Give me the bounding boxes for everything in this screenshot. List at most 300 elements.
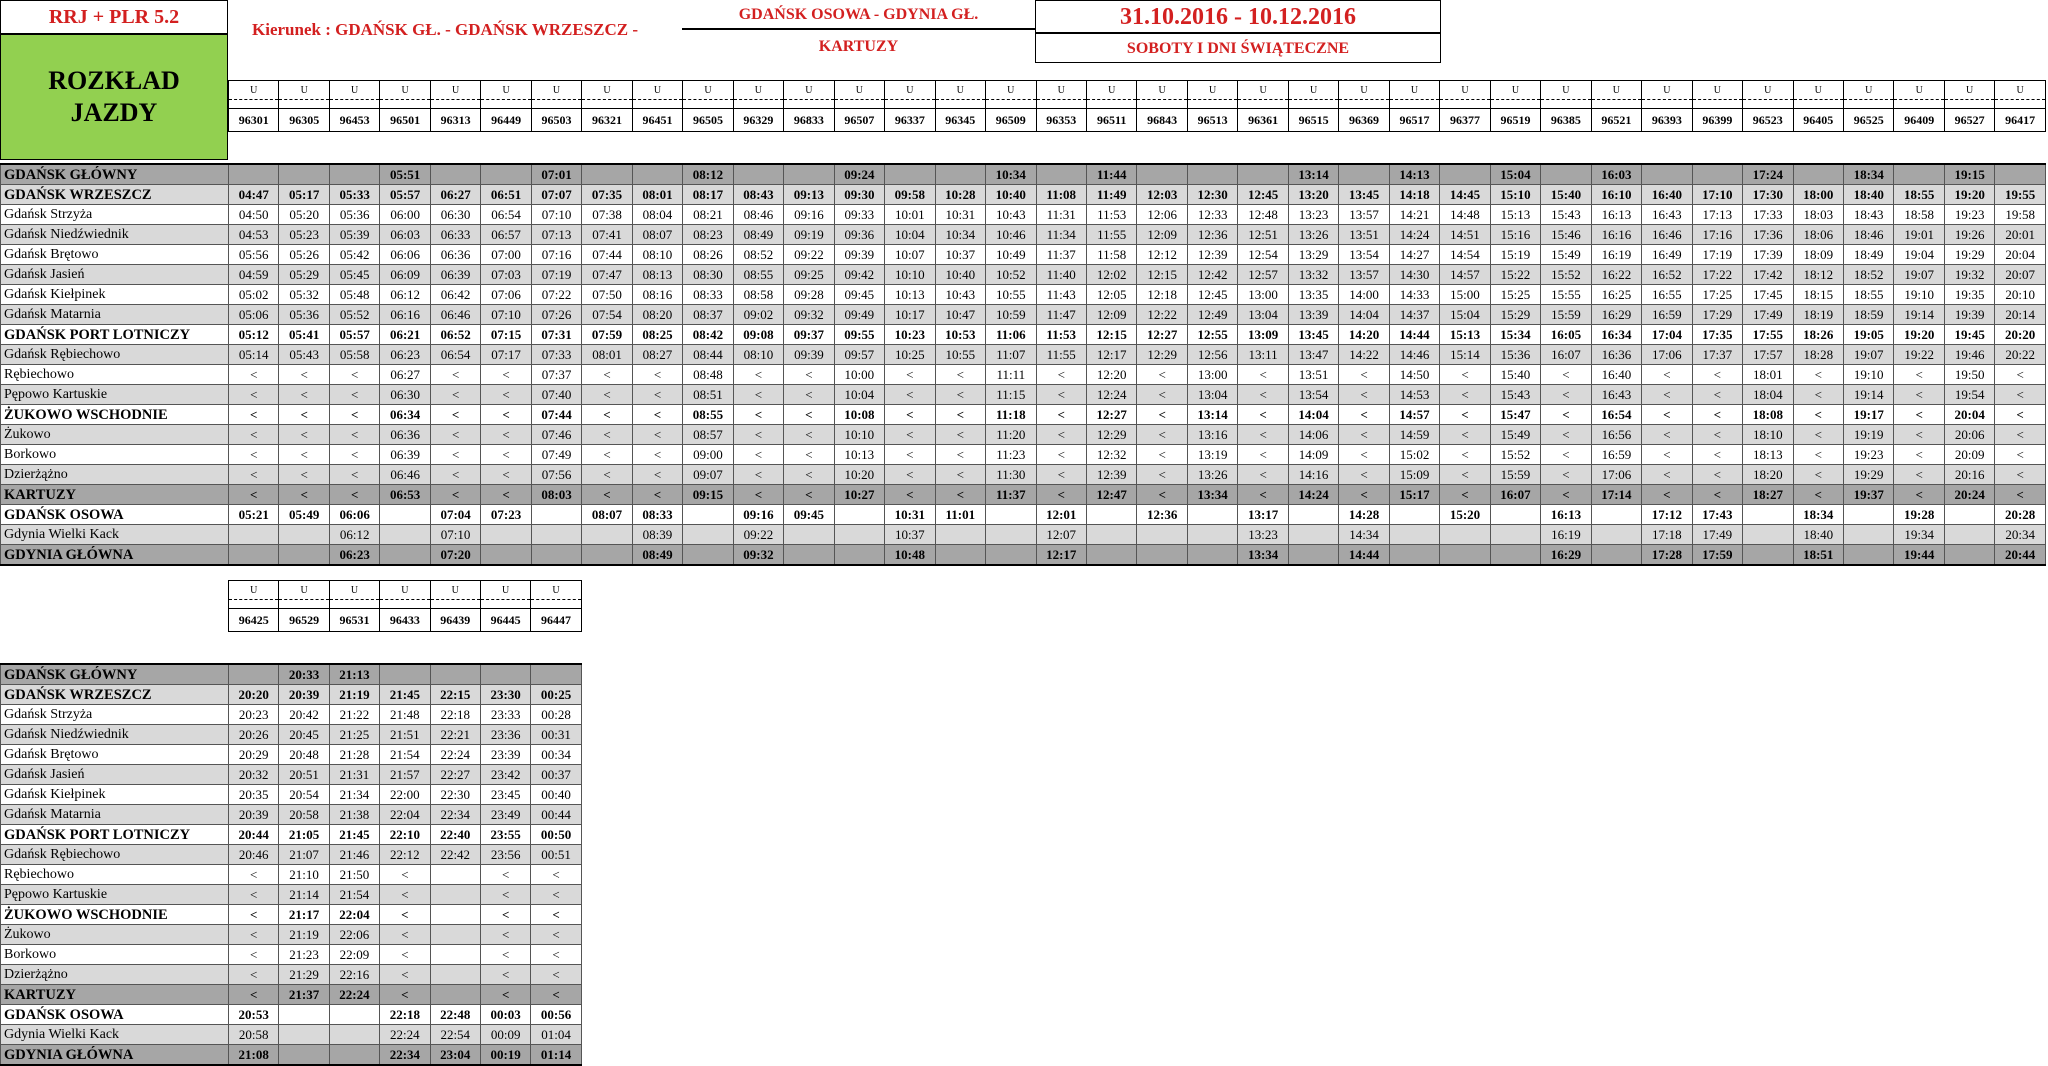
departure-time: 10:53 bbox=[935, 325, 985, 345]
train-number: 96529 bbox=[279, 609, 329, 632]
departure-time: 19:29 bbox=[1944, 245, 1994, 265]
departure-time: 14:22 bbox=[1339, 345, 1389, 365]
departure-time: 11:08 bbox=[1036, 185, 1086, 205]
departure-time: 10:59 bbox=[986, 305, 1036, 325]
departure-time: 19:17 bbox=[1844, 405, 1894, 425]
departure-time: 18:34 bbox=[1793, 505, 1843, 525]
departure-time bbox=[1844, 525, 1894, 545]
header-spacer bbox=[1844, 100, 1894, 109]
departure-time: 14:53 bbox=[1389, 385, 1439, 405]
departure-time: 18:12 bbox=[1793, 265, 1843, 285]
departure-time: 06:33 bbox=[430, 225, 480, 245]
departure-time: 08:43 bbox=[733, 185, 783, 205]
departure-time: 17:45 bbox=[1743, 285, 1793, 305]
departure-time: 17:19 bbox=[1692, 245, 1742, 265]
departure-time bbox=[1288, 545, 1338, 566]
departure-time: 08:03 bbox=[531, 485, 581, 505]
departure-time: 18:10 bbox=[1743, 425, 1793, 445]
departure-time: < bbox=[380, 985, 430, 1005]
departure-time: 12:15 bbox=[1137, 265, 1187, 285]
departure-time: < bbox=[1440, 405, 1490, 425]
departure-time: 10:13 bbox=[885, 285, 935, 305]
header-spacer bbox=[1995, 100, 2045, 109]
departure-time: 12:05 bbox=[1086, 285, 1136, 305]
departure-time: 12:24 bbox=[1086, 385, 1136, 405]
service-day-code: U bbox=[279, 81, 329, 100]
departure-time: 07:49 bbox=[531, 445, 581, 465]
header-spacer bbox=[582, 100, 632, 109]
station-name: Gdynia Wielki Kack bbox=[1, 1025, 229, 1045]
departure-time: 16:29 bbox=[1541, 545, 1591, 566]
direction-prefix: Kierunek : GDAŃSK GŁ. - GDAŃSK WRZESZCZ - bbox=[252, 20, 639, 39]
departure-time: 14:44 bbox=[1339, 545, 1389, 566]
departure-time: 22:40 bbox=[430, 825, 480, 845]
departure-time: 09:37 bbox=[784, 325, 834, 345]
service-day-code: U bbox=[380, 581, 430, 600]
service-day-code: U bbox=[986, 81, 1036, 100]
departure-time: 20:42 bbox=[279, 705, 329, 725]
train-number: 96445 bbox=[480, 609, 530, 632]
departure-time: 22:10 bbox=[380, 825, 430, 845]
departure-time: 16:49 bbox=[1642, 245, 1692, 265]
departure-time: < bbox=[935, 385, 985, 405]
station-row bbox=[1, 505, 2046, 525]
departure-time: 20:14 bbox=[1995, 305, 2045, 325]
departure-time: 00:03 bbox=[480, 1005, 530, 1025]
departure-time: < bbox=[430, 445, 480, 465]
departure-time: < bbox=[582, 465, 632, 485]
departure-time: 05:20 bbox=[279, 205, 329, 225]
departure-time bbox=[229, 164, 279, 185]
departure-time: 06:39 bbox=[380, 445, 430, 465]
departure-time: 07:07 bbox=[531, 185, 581, 205]
departure-time: 23:36 bbox=[480, 725, 530, 745]
departure-time: 05:14 bbox=[229, 345, 279, 365]
departure-time: 05:29 bbox=[279, 265, 329, 285]
departure-time: 15:40 bbox=[1541, 185, 1591, 205]
service-day-code: U bbox=[1288, 81, 1338, 100]
departure-time bbox=[1793, 164, 1843, 185]
station-name: Dzierżążno bbox=[1, 465, 229, 485]
departure-time: 09:39 bbox=[834, 245, 884, 265]
departure-time: 09:49 bbox=[834, 305, 884, 325]
departure-time: 21:54 bbox=[380, 745, 430, 765]
departure-time bbox=[1137, 545, 1187, 566]
departure-time: 20:23 bbox=[229, 705, 279, 725]
departure-time: 10:13 bbox=[834, 445, 884, 465]
header-spacer bbox=[329, 600, 379, 609]
departure-time: 05:57 bbox=[329, 325, 379, 345]
header-spacer bbox=[430, 100, 480, 109]
departure-time: 10:25 bbox=[885, 345, 935, 365]
departure-time: 08:39 bbox=[632, 525, 682, 545]
header-spacer bbox=[683, 100, 733, 109]
departure-time: 13:11 bbox=[1238, 345, 1288, 365]
departure-time: 17:59 bbox=[1692, 545, 1742, 566]
departure-time: 08:49 bbox=[632, 545, 682, 566]
departure-time: 12:36 bbox=[1187, 225, 1237, 245]
departure-time: 05:32 bbox=[279, 285, 329, 305]
departure-time: < bbox=[1995, 385, 2045, 405]
departure-time: 06:06 bbox=[380, 245, 430, 265]
departure-time: < bbox=[481, 385, 531, 405]
departure-time bbox=[380, 525, 430, 545]
departure-time: 07:15 bbox=[481, 325, 531, 345]
departure-time: 07:10 bbox=[430, 525, 480, 545]
departure-time: 15:14 bbox=[1440, 345, 1490, 365]
departure-time bbox=[1490, 505, 1540, 525]
departure-time: 09:45 bbox=[834, 285, 884, 305]
departure-time: 17:42 bbox=[1743, 265, 1793, 285]
service-day-code: U bbox=[1490, 81, 1540, 100]
departure-time: 17:35 bbox=[1692, 325, 1742, 345]
departure-time: 06:42 bbox=[430, 285, 480, 305]
departure-time: 09:45 bbox=[784, 505, 834, 525]
service-day-code: U bbox=[1389, 81, 1439, 100]
departure-time: 08:51 bbox=[683, 385, 733, 405]
departure-time: 14:34 bbox=[1339, 525, 1389, 545]
departure-time: 16:52 bbox=[1642, 265, 1692, 285]
service-day-code: U bbox=[430, 81, 480, 100]
departure-time: 12:55 bbox=[1187, 325, 1237, 345]
departure-time: 12:20 bbox=[1086, 365, 1136, 385]
departure-time: < bbox=[1692, 445, 1742, 465]
departure-time: 17:06 bbox=[1642, 345, 1692, 365]
departure-time: < bbox=[885, 385, 935, 405]
departure-time: < bbox=[1036, 425, 1086, 445]
departure-time: < bbox=[279, 485, 329, 505]
departure-time: 12:09 bbox=[1086, 305, 1136, 325]
departure-time: 11:06 bbox=[986, 325, 1036, 345]
departure-time: 19:58 bbox=[1995, 205, 2045, 225]
departure-time bbox=[582, 164, 632, 185]
departure-time bbox=[1844, 545, 1894, 566]
departure-time: 20:58 bbox=[279, 805, 329, 825]
station-row bbox=[1, 945, 582, 965]
departure-time bbox=[683, 525, 733, 545]
departure-time: 19:07 bbox=[1894, 265, 1944, 285]
departure-time: < bbox=[935, 465, 985, 485]
departure-time bbox=[935, 525, 985, 545]
departure-time: 05:36 bbox=[329, 205, 379, 225]
departure-time: 19:29 bbox=[1844, 465, 1894, 485]
validity-dates: 31.10.2016 - 10.12.2016 bbox=[1035, 0, 1441, 33]
departure-time: 16:05 bbox=[1541, 325, 1591, 345]
departure-time: < bbox=[1793, 365, 1843, 385]
station-row bbox=[1, 1005, 582, 1025]
departure-time: < bbox=[430, 465, 480, 485]
departure-time: 13:34 bbox=[1238, 545, 1288, 566]
departure-time: 15:29 bbox=[1490, 305, 1540, 325]
departure-time: 21:46 bbox=[329, 845, 379, 865]
train-number: 96393 bbox=[1642, 109, 1692, 132]
departure-time: 12:47 bbox=[1086, 485, 1136, 505]
train-number: 96377 bbox=[1440, 109, 1490, 132]
departure-time: 10:52 bbox=[986, 265, 1036, 285]
departure-time: 10:48 bbox=[885, 545, 935, 566]
service-days: SOBOTY I DNI ŚWIĄTECZNE bbox=[1035, 33, 1441, 63]
departure-time: 16:13 bbox=[1541, 505, 1591, 525]
departure-time bbox=[1743, 545, 1793, 566]
train-number: 96301 bbox=[229, 109, 279, 132]
departure-time: 21:22 bbox=[329, 705, 379, 725]
departure-time bbox=[481, 164, 531, 185]
station-row bbox=[1, 445, 2046, 465]
departure-time bbox=[229, 545, 279, 566]
departure-time: < bbox=[481, 405, 531, 425]
departure-time: 00:34 bbox=[531, 745, 581, 765]
departure-time: 20:24 bbox=[1944, 485, 1994, 505]
station-row bbox=[1, 705, 582, 725]
departure-time bbox=[430, 865, 480, 885]
departure-time: 06:16 bbox=[380, 305, 430, 325]
departure-time: 13:26 bbox=[1187, 465, 1237, 485]
departure-time: 21:05 bbox=[279, 825, 329, 845]
header-spacer bbox=[986, 100, 1036, 109]
departure-time bbox=[1389, 505, 1439, 525]
departure-time bbox=[1137, 164, 1187, 185]
departure-time: 19:19 bbox=[1844, 425, 1894, 445]
departure-time: < bbox=[1440, 385, 1490, 405]
service-day-code: U bbox=[1995, 81, 2045, 100]
departure-time: < bbox=[733, 465, 783, 485]
departure-time bbox=[1086, 525, 1136, 545]
train-number: 96405 bbox=[1793, 109, 1843, 132]
departure-time: 10:31 bbox=[885, 505, 935, 525]
departure-time: < bbox=[582, 425, 632, 445]
departure-time: < bbox=[1642, 405, 1692, 425]
departure-time: 05:06 bbox=[229, 305, 279, 325]
departure-time: 09:55 bbox=[834, 325, 884, 345]
service-day-code: U bbox=[329, 81, 379, 100]
departure-time: 22:30 bbox=[430, 785, 480, 805]
departure-time: 12:39 bbox=[1187, 245, 1237, 265]
station-row bbox=[1, 985, 582, 1005]
header-spacer bbox=[885, 100, 935, 109]
departure-time: 17:55 bbox=[1743, 325, 1793, 345]
departure-time: 07:35 bbox=[582, 185, 632, 205]
departure-time: 16:07 bbox=[1541, 345, 1591, 365]
train-number: 96501 bbox=[380, 109, 430, 132]
departure-time: < bbox=[784, 465, 834, 485]
departure-time: 20:54 bbox=[279, 785, 329, 805]
departure-time: < bbox=[481, 445, 531, 465]
departure-time: 17:33 bbox=[1743, 205, 1793, 225]
departure-time: 10:47 bbox=[935, 305, 985, 325]
departure-time: 22:24 bbox=[380, 1025, 430, 1045]
departure-time: 19:44 bbox=[1894, 545, 1944, 566]
departure-time: 10:55 bbox=[986, 285, 1036, 305]
station-row bbox=[1, 265, 2046, 285]
departure-time: 20:51 bbox=[279, 765, 329, 785]
departure-time: 15:52 bbox=[1490, 445, 1540, 465]
departure-time bbox=[329, 1025, 379, 1045]
departure-time: 22:09 bbox=[329, 945, 379, 965]
departure-time: < bbox=[229, 885, 279, 905]
departure-time: < bbox=[582, 405, 632, 425]
departure-time: 11:53 bbox=[1036, 325, 1086, 345]
departure-time: 15:19 bbox=[1490, 245, 1540, 265]
departure-time: < bbox=[1339, 405, 1389, 425]
departure-time: 07:40 bbox=[531, 385, 581, 405]
departure-time: 09:28 bbox=[784, 285, 834, 305]
departure-time: 08:55 bbox=[683, 405, 733, 425]
departure-time: 18:15 bbox=[1793, 285, 1843, 305]
departure-time: 17:18 bbox=[1642, 525, 1692, 545]
departure-time bbox=[1339, 164, 1389, 185]
departure-time: 08:26 bbox=[683, 245, 733, 265]
station-row bbox=[1, 745, 582, 765]
departure-time: < bbox=[1541, 385, 1591, 405]
departure-time: 14:00 bbox=[1339, 285, 1389, 305]
station-row bbox=[1, 885, 582, 905]
departure-time: 13:54 bbox=[1288, 385, 1338, 405]
departure-time: 07:16 bbox=[531, 245, 581, 265]
departure-time bbox=[1692, 164, 1742, 185]
departure-time: < bbox=[1137, 405, 1187, 425]
train-number: 96439 bbox=[430, 609, 480, 632]
departure-time: < bbox=[1692, 385, 1742, 405]
departure-time: 20:10 bbox=[1995, 285, 2045, 305]
departure-time: 12:45 bbox=[1187, 285, 1237, 305]
departure-time: 21:07 bbox=[279, 845, 329, 865]
service-day-code: U bbox=[1743, 81, 1793, 100]
station-row bbox=[1, 225, 2046, 245]
departure-time: 14:20 bbox=[1339, 325, 1389, 345]
departure-time bbox=[279, 545, 329, 566]
departure-time bbox=[1541, 164, 1591, 185]
departure-time: 10:43 bbox=[935, 285, 985, 305]
departure-time bbox=[1036, 164, 1086, 185]
station-row bbox=[1, 765, 582, 785]
departure-time: 14:13 bbox=[1389, 164, 1439, 185]
departure-time: 16:43 bbox=[1642, 205, 1692, 225]
header-spacer bbox=[329, 100, 379, 109]
service-day-code: U bbox=[885, 81, 935, 100]
departure-time: 11:23 bbox=[986, 445, 1036, 465]
departure-time: 19:46 bbox=[1944, 345, 1994, 365]
departure-time bbox=[1187, 545, 1237, 566]
departure-time: 11:31 bbox=[1036, 205, 1086, 225]
station-row bbox=[1, 685, 582, 705]
departure-time: < bbox=[1642, 365, 1692, 385]
departure-time: 15:46 bbox=[1541, 225, 1591, 245]
departure-time: 22:48 bbox=[430, 1005, 480, 1025]
departure-time: 07:41 bbox=[582, 225, 632, 245]
departure-time: < bbox=[1238, 405, 1288, 425]
departure-time: 18:13 bbox=[1743, 445, 1793, 465]
departure-time: 09:22 bbox=[733, 525, 783, 545]
departure-time: 07:33 bbox=[531, 345, 581, 365]
departure-time: 13:45 bbox=[1288, 325, 1338, 345]
departure-time: < bbox=[329, 465, 379, 485]
departure-time: 14:59 bbox=[1389, 425, 1439, 445]
departure-time: 10:46 bbox=[986, 225, 1036, 245]
departure-time: 21:31 bbox=[329, 765, 379, 785]
departure-time: 16:54 bbox=[1591, 405, 1641, 425]
train-number: 96417 bbox=[1995, 109, 2045, 132]
departure-time: 12:49 bbox=[1187, 305, 1237, 325]
station-name: GDAŃSK OSOWA bbox=[1, 1005, 229, 1025]
departure-time: 00:56 bbox=[531, 1005, 581, 1025]
departure-time: 06:46 bbox=[430, 305, 480, 325]
timetable-title bbox=[0, 34, 228, 160]
departure-time: < bbox=[1238, 485, 1288, 505]
departure-time: < bbox=[1793, 445, 1843, 465]
departure-time: 15:59 bbox=[1541, 305, 1591, 325]
departure-time: 15:43 bbox=[1490, 385, 1540, 405]
departure-time: 07:03 bbox=[481, 265, 531, 285]
station-row bbox=[1, 285, 2046, 305]
departure-time: 13:16 bbox=[1187, 425, 1237, 445]
departure-time: 13:57 bbox=[1339, 265, 1389, 285]
departure-time: 19:34 bbox=[1894, 525, 1944, 545]
departure-time: 19:22 bbox=[1894, 345, 1944, 365]
departure-time: < bbox=[430, 365, 480, 385]
departure-time: 01:04 bbox=[531, 1025, 581, 1045]
departure-time: 14:54 bbox=[1440, 245, 1490, 265]
departure-time: 11:30 bbox=[986, 465, 1036, 485]
departure-time: 14:27 bbox=[1389, 245, 1439, 265]
departure-time: < bbox=[733, 385, 783, 405]
departure-time: 15:34 bbox=[1490, 325, 1540, 345]
departure-time: 11:07 bbox=[986, 345, 1036, 365]
departure-time: 18:55 bbox=[1844, 285, 1894, 305]
departure-time: < bbox=[430, 425, 480, 445]
departure-time: 16:16 bbox=[1591, 225, 1641, 245]
departure-time: 12:17 bbox=[1086, 345, 1136, 365]
departure-time: 06:00 bbox=[380, 205, 430, 225]
station-name: Dzierżążno bbox=[1, 965, 229, 985]
station-name: Gdańsk Strzyża bbox=[1, 205, 229, 225]
departure-time: < bbox=[784, 385, 834, 405]
departure-time: < bbox=[1238, 445, 1288, 465]
departure-time: 06:54 bbox=[481, 205, 531, 225]
departure-time: 15:09 bbox=[1389, 465, 1439, 485]
departure-time: 17:10 bbox=[1692, 185, 1742, 205]
service-day-code: U bbox=[1844, 81, 1894, 100]
departure-time: 16:25 bbox=[1591, 285, 1641, 305]
departure-time: < bbox=[1238, 465, 1288, 485]
departure-time bbox=[329, 164, 379, 185]
departure-time: 07:47 bbox=[582, 265, 632, 285]
departure-time: 07:00 bbox=[481, 245, 531, 265]
departure-time: 08:27 bbox=[632, 345, 682, 365]
departure-time: 00:19 bbox=[480, 1045, 530, 1066]
departure-time: 17:37 bbox=[1692, 345, 1742, 365]
departure-time: 05:51 bbox=[380, 164, 430, 185]
departure-time: < bbox=[531, 885, 581, 905]
departure-time: < bbox=[229, 925, 279, 945]
departure-time: 06:34 bbox=[380, 405, 430, 425]
train-number: 96337 bbox=[885, 109, 935, 132]
departure-time: < bbox=[229, 425, 279, 445]
departure-time: 04:50 bbox=[229, 205, 279, 225]
departure-time: < bbox=[632, 465, 682, 485]
departure-time: < bbox=[279, 405, 329, 425]
departure-time: 23:45 bbox=[480, 785, 530, 805]
departure-time: 15:04 bbox=[1490, 164, 1540, 185]
departure-time: 14:09 bbox=[1288, 445, 1338, 465]
departure-time: < bbox=[1339, 365, 1389, 385]
departure-time: 10:37 bbox=[885, 525, 935, 545]
departure-time: 08:07 bbox=[632, 225, 682, 245]
departure-time: < bbox=[1692, 465, 1742, 485]
departure-time: 23:55 bbox=[480, 825, 530, 845]
departure-time: 07:31 bbox=[531, 325, 581, 345]
station-row bbox=[1, 1025, 582, 1045]
departure-time: 10:10 bbox=[885, 265, 935, 285]
